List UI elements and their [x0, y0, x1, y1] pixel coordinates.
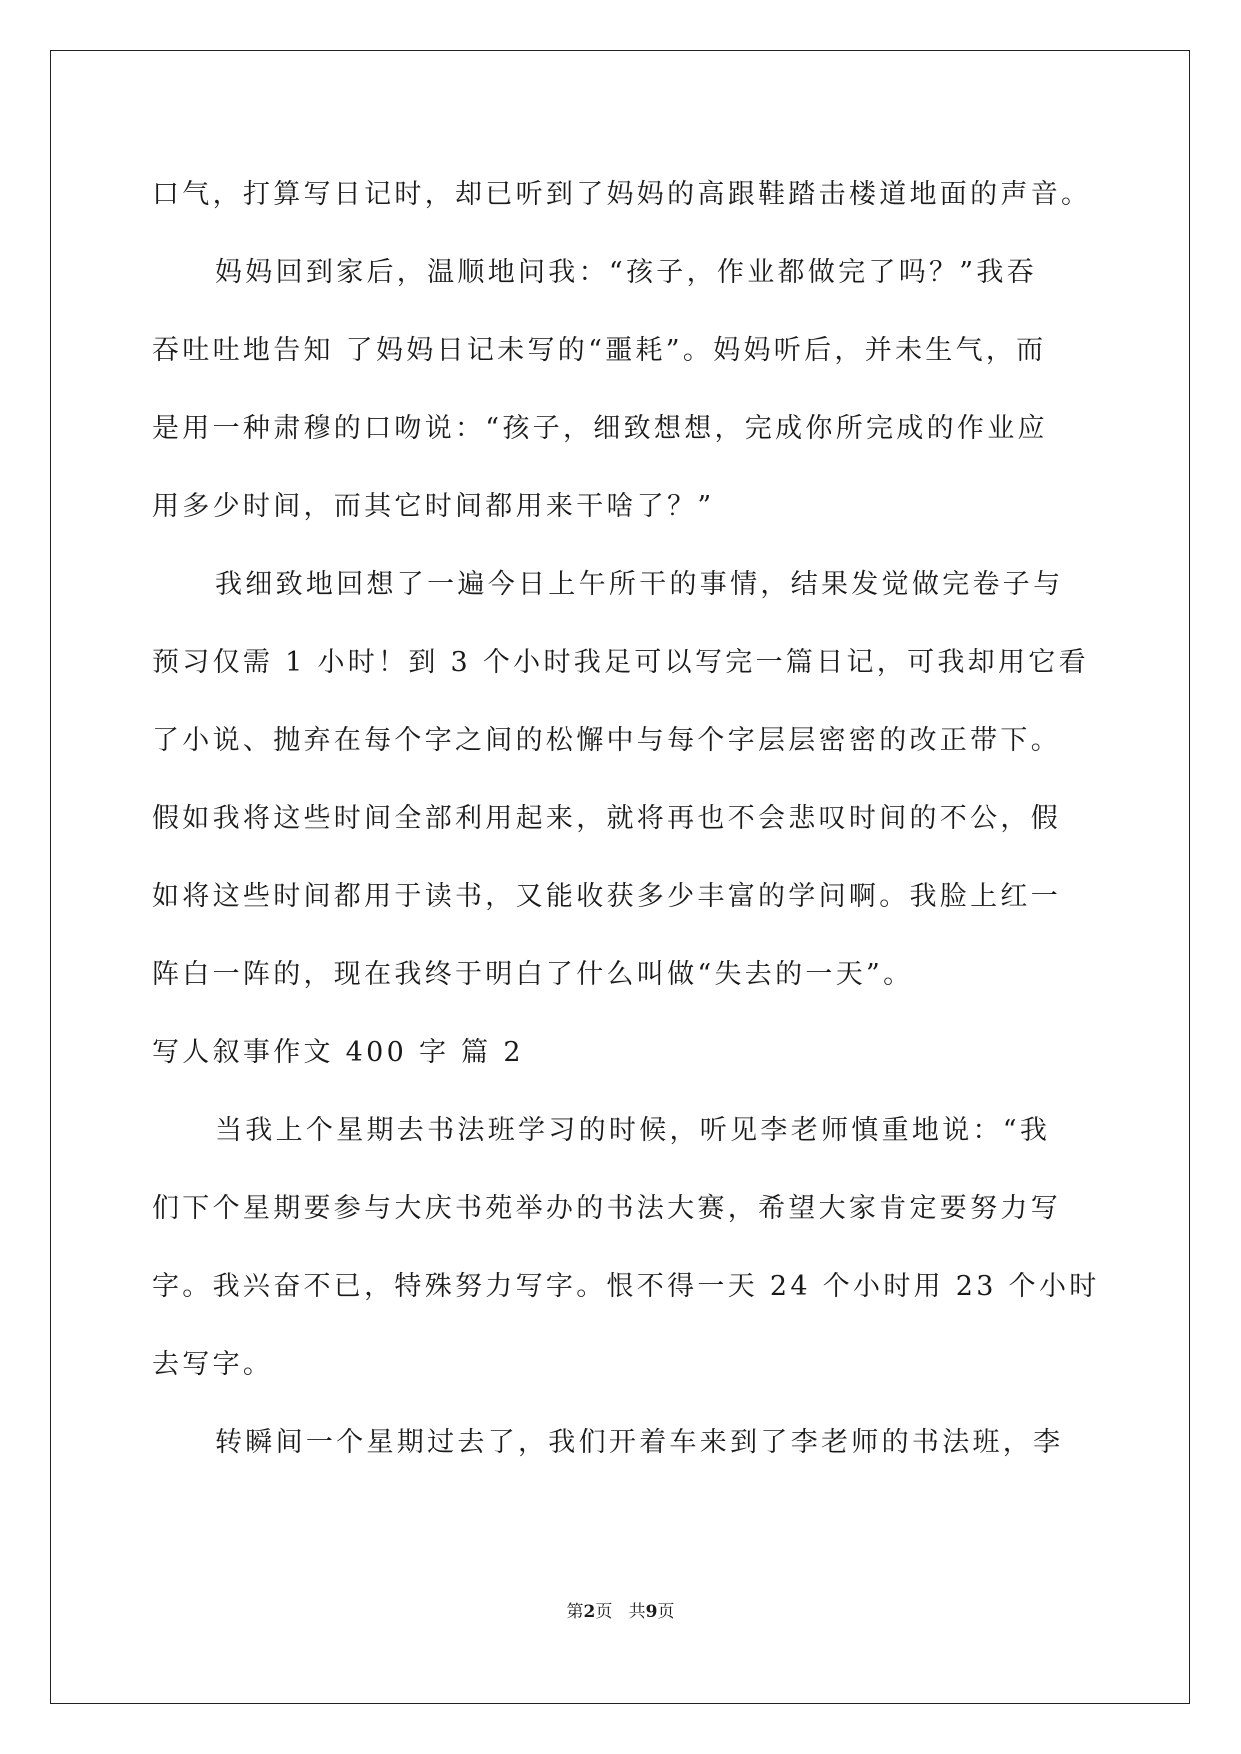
- text-line-5: 用多少时间，而其它时间都用来干啥了？”: [152, 491, 715, 522]
- text-line-10: 如将这些时间都用于读书，又能收获多少丰富的学问啊。我脸上红一: [152, 881, 1061, 912]
- footer-page-suffix: 页: [595, 1602, 613, 1622]
- text-line-6: 我细致地回想了一遍今日上午所干的事情，结果发觉做完卷子与: [215, 569, 1064, 600]
- footer-prefix: 第: [566, 1602, 584, 1622]
- text-line-7: 预习仅需 1 小时！到 3 个小时我足可以写完一篇日记，可我却用它看: [152, 647, 1089, 678]
- text-line-8: 了小说、抛弃在每个字之间的松懈中与每个字层层密密的改正带下。: [152, 725, 1061, 756]
- text-line-14: 们下个星期要参与大庆书苑举办的书法大赛，希望大家肯定要努力写: [152, 1193, 1061, 1224]
- section-heading: 写人叙事作文 400 字 篇 2: [152, 1037, 524, 1068]
- text-line-1: 口气，打算写日记时，却已听到了妈妈的高跟鞋踏击楼道地面的声音。: [152, 179, 1092, 210]
- text-line-2: 妈妈回到家后，温顺地问我：“孩子，作业都做完了吗？”我吞: [215, 257, 1038, 288]
- footer-total-prefix: 共: [628, 1602, 646, 1622]
- text-line-15: 字。我兴奋不已，特殊努力写字。恨不得一天 24 个小时用 23 个小时: [152, 1271, 1100, 1302]
- text-line-3: 吞吐吐地告知 了妈妈日记未写的“噩耗”。妈妈听后，并未生气，而: [152, 335, 1047, 366]
- page-number: 2: [583, 1602, 596, 1622]
- total-pages: 9: [645, 1602, 658, 1622]
- page-footer: [0, 1601, 1241, 1623]
- text-line-13: 当我上个星期去书法班学习的时候，听见李老师慎重地说：“我: [215, 1115, 1051, 1146]
- text-line-9: 假如我将这些时间全部利用起来，就将再也不会悲叹时间的不公，假: [152, 803, 1061, 834]
- text-line-17: 转瞬间一个星期过去了，我们开着车来到了李老师的书法班，李: [215, 1427, 1064, 1458]
- footer-total-suffix: 页: [657, 1602, 675, 1622]
- text-line-4: 是用一种肃穆的口吻说：“孩子，细致想想，完成你所完成的作业应: [152, 413, 1048, 444]
- text-line-11: 阵白一阵的，现在我终于明白了什么叫做“失去的一天”。: [152, 959, 914, 990]
- text-line-16: 去写字。: [152, 1349, 274, 1380]
